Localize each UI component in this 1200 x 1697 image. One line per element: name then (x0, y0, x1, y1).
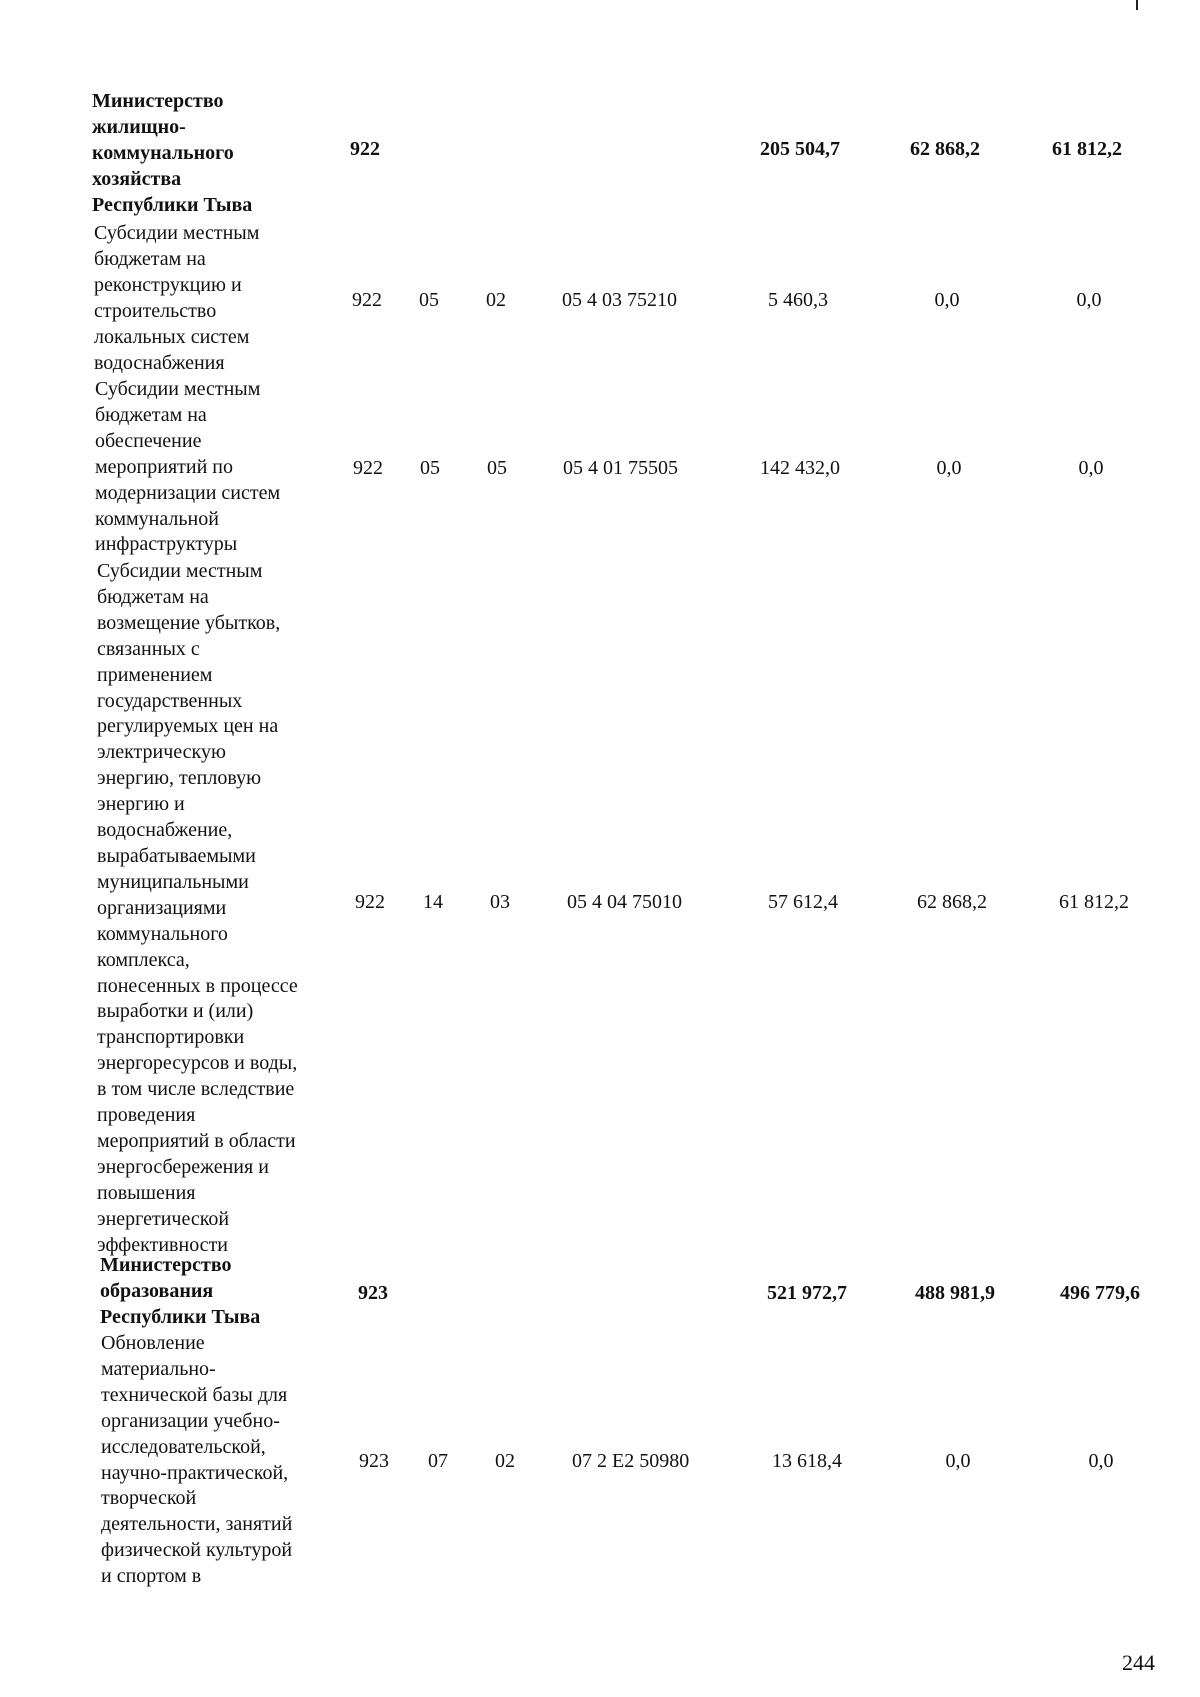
admin-code: 922 (355, 891, 385, 913)
amount-year-1: 13 618,4 (772, 1450, 842, 1472)
amount-year-1: 521 972,7 (767, 1282, 847, 1304)
amount-year-3: 0,0 (1088, 1450, 1114, 1472)
amount-year-1: 205 504,7 (760, 138, 840, 160)
amount-year-3: 61 812,2 (1052, 138, 1122, 160)
amount-year-3: 0,0 (1078, 457, 1104, 479)
admin-code: 923 (358, 1282, 388, 1304)
scan-edge-mark (1136, 0, 1138, 10)
subsection-code: 03 (490, 891, 510, 913)
amount-year-2: 0,0 (934, 289, 960, 311)
section-code: 05 (419, 289, 439, 311)
amount-year-2: 0,0 (945, 1450, 971, 1472)
target-article-code: 07 2 E2 50980 (572, 1450, 690, 1472)
amount-year-2: 62 868,2 (910, 138, 980, 160)
subsection-code: 02 (495, 1450, 515, 1472)
amount-year-2: 0,0 (936, 457, 962, 479)
section-code: 07 (428, 1450, 448, 1472)
amount-year-3: 61 812,2 (1059, 891, 1129, 913)
admin-code: 922 (350, 138, 380, 160)
target-article-code: 05 4 01 75505 (563, 457, 678, 479)
amount-year-3: 496 779,6 (1060, 1282, 1140, 1304)
row-description: Субсидии местным бюджетам на возмещение убытков, связанных с применением государственных регулируемых цен на электрическую энергию, тепловую энергию и водоснабжение, вырабатываемыми муниципальными организациями коммунального комплекса, понесенных в процессе выработки и (или) транспортировки энергоресурсов и воды, в том числе вследствие проведения мероприятий в области энергосбережения и повышения энергетической эффективности (97, 560, 298, 1256)
row-description: Обновление материально- технической базы для организации учебно- исследовательской, научно-практической, творческой деятельности, занятий физической культурой и спортом в (101, 1332, 293, 1588)
amount-year-1: 5 460,3 (768, 289, 828, 311)
admin-code: 923 (359, 1450, 389, 1472)
amount-year-2: 62 868,2 (917, 891, 987, 913)
target-article-code: 05 4 04 75010 (567, 891, 682, 913)
row-description: Субсидии местным бюджетам на обеспечение мероприятий по модернизации систем коммунальной инфраструктуры (95, 378, 281, 556)
subsection-code: 02 (486, 289, 506, 311)
admin-code: 922 (352, 289, 382, 311)
amount-year-3: 0,0 (1076, 289, 1102, 311)
section-code: 05 (420, 457, 440, 479)
row-description: Субсидии местным бюджетам на реконструкцию и строительство локальных систем водоснабжения (94, 222, 260, 374)
row-description: Министерство жилищно- коммунального хозяйства Республики Тыва (92, 90, 253, 216)
amount-year-1: 142 432,0 (760, 457, 840, 479)
section-code: 14 (423, 891, 443, 913)
subsection-code: 05 (487, 457, 507, 479)
row-description: Министерство образования Республики Тыва (100, 1254, 261, 1328)
admin-code: 922 (353, 457, 383, 479)
amount-year-2: 488 981,9 (915, 1282, 995, 1304)
target-article-code: 05 4 03 75210 (562, 289, 677, 311)
page-number: 244 (1122, 1650, 1155, 1675)
amount-year-1: 57 612,4 (768, 891, 838, 913)
